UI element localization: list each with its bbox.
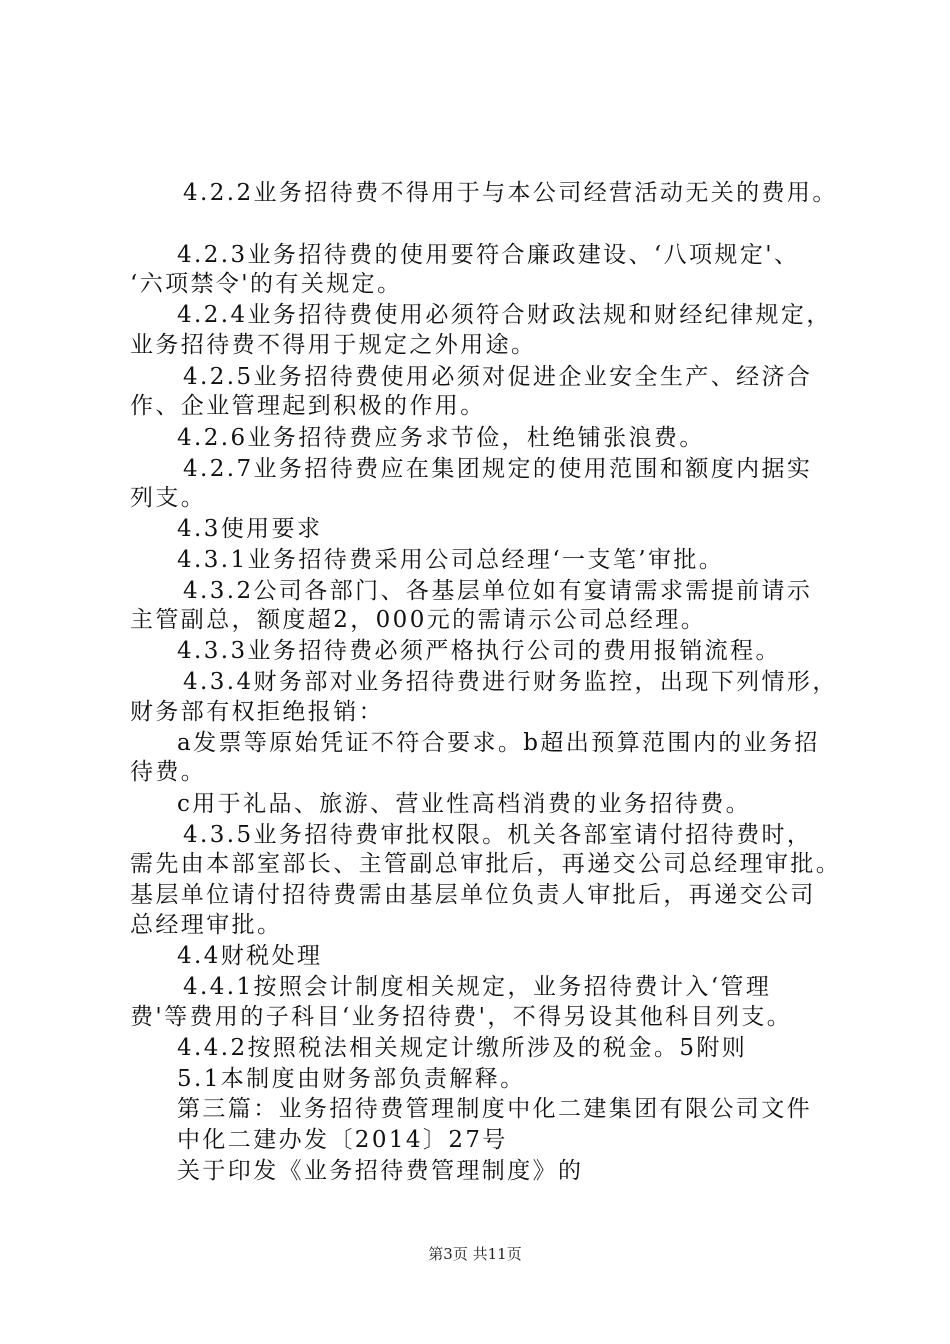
paragraph-line: 主管副总，额度超2，000元的需请示公司总经理。 [130, 607, 707, 633]
paragraph-line: 待费。 [130, 759, 207, 785]
paragraph-line: 总经理审批。 [130, 912, 283, 938]
paragraph-line: 中化二建办发〔2014〕27号 [177, 1127, 508, 1153]
paragraph-line: 作、企业管理起到积极的作用。 [130, 393, 486, 419]
paragraph-line: 需先由本部室部长、主管副总审批后，再递交公司总经理审批。 [130, 851, 842, 877]
paragraph-line: 4.3.5业务招待费审批权限。机关各部室请付招待费时， [183, 822, 813, 848]
paragraph-line: 4.2.5业务招待费使用必须对促进企业安全生产、经济合 [183, 364, 813, 390]
paragraph-line: 财务部有权拒绝报销： [130, 699, 384, 725]
paragraph-line: 列支。 [130, 485, 207, 511]
paragraph-line: 4.2.4业务招待费使用必须符合财政法规和财经纪律规定， [177, 302, 832, 328]
section-heading: 4.3使用要求 [177, 516, 323, 542]
paragraph-line: 4.3.1业务招待费采用公司总经理‘一支笔’审批。 [177, 547, 725, 573]
page-footer: 第3页 共11页 [428, 1245, 522, 1263]
paragraph-line: 业务招待费不得用于规定之外用途。 [130, 332, 537, 358]
paragraph-line: 4.2.7业务招待费应在集团规定的使用范围和额度内据实 [183, 456, 813, 482]
paragraph-line: 4.2.3业务招待费的使用要符合廉政建设、‘八项规定'、 [177, 242, 800, 268]
paragraph-line: 4.2.2业务招待费不得用于与本公司经营活动无关的费用。 [183, 180, 838, 206]
paragraph-line: 4.2.6业务招待费应务求节俭，杜绝铺张浪费。 [177, 425, 705, 451]
paragraph-line: c用于礼品、旅游、营业性高档消费的业务招待费。 [177, 791, 752, 817]
paragraph-line: 基层单位请付招待费需由基层单位负责人审批后，再递交公司 [130, 882, 816, 908]
paragraph-line: 4.4.2按照税法相关规定计缴所涉及的税金。5附则 [177, 1035, 748, 1061]
section-heading: 4.4财税处理 [177, 943, 323, 969]
paragraph-line: 费'等费用的子科目‘业务招待费'，不得另设其他科目列支。 [130, 1004, 793, 1030]
paragraph-line: 4.3.2公司各部门、各基层单位如有宴请需求需提前请示 [183, 578, 813, 604]
paragraph-line: ‘六项禁令'的有关规定。 [130, 271, 403, 297]
paragraph-line: 4.3.3业务招待费必须严格执行公司的费用报销流程。 [177, 638, 781, 664]
paragraph-line: 4.4.1按照会计制度相关规定，业务招待费计入‘管理 [183, 974, 772, 1000]
paragraph-line: 第三篇：业务招待费管理制度中化二建集团有限公司文件 [177, 1096, 812, 1122]
paragraph-line: 5.1本制度由财务部负责解释。 [177, 1066, 526, 1092]
paragraph-line: 关于印发《业务招待费管理制度》的 [177, 1158, 584, 1184]
paragraph-line: 4.3.4财务部对业务招待费进行财务监控，出现下列情形， [183, 669, 838, 695]
paragraph-line: a发票等原始凭证不符合要求。b超出预算范围内的业务招 [177, 730, 820, 756]
